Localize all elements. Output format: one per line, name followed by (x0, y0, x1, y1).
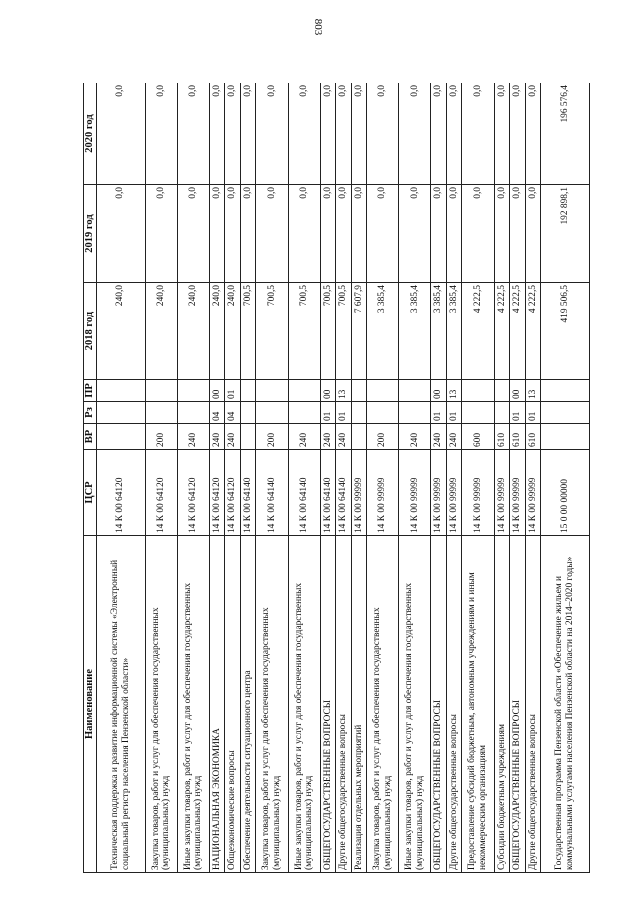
cell-y2020: 0,0 (336, 83, 351, 185)
cell-vr: 200 (145, 424, 177, 450)
header-name: Наименование (84, 536, 97, 873)
cell-vr: 240 (320, 424, 335, 450)
cell-pr (494, 380, 509, 402)
rotated-table-area (83, 83, 590, 873)
cell-csr: 14 К 00 64120 (145, 450, 177, 536)
cell-name: ОБЩЕГОСУДАРСТВЕННЫЕ ВОПРОСЫ (510, 536, 525, 873)
table-row (510, 83, 525, 873)
header-pr: ПР (84, 380, 97, 402)
cell-y2018: 4 222,5 (462, 283, 494, 380)
cell-y2018: 7 607,9 (351, 283, 366, 380)
cell-y2020: 0,0 (351, 83, 366, 185)
cell-y2018: 240,0 (209, 283, 224, 380)
cell-vr: 240 (431, 424, 446, 450)
cell-y2020: 0,0 (446, 83, 461, 185)
cell-pr (541, 380, 590, 402)
cell-name: Закупка товаров, работ и услуг для обеспечения государственных (муниципальных) нужд (145, 536, 177, 873)
cell-vr (96, 424, 145, 450)
cell-vr: 200 (367, 424, 399, 450)
header-2019: 2019 год (84, 185, 97, 283)
cell-rz: 01 (431, 402, 446, 424)
header-2018: 2018 год (84, 283, 97, 380)
cell-name: Закупка товаров, работ и услуг для обеспечения государственных (муниципальных) нужд (367, 536, 399, 873)
cell-pr (351, 380, 366, 402)
cell-y2019: 0,0 (399, 185, 431, 283)
cell-y2020: 0,0 (510, 83, 525, 185)
cell-vr: 610 (494, 424, 509, 450)
cell-csr: 14 К 00 64120 (225, 450, 240, 536)
table-row (462, 83, 494, 873)
cell-y2018: 4 222,5 (510, 283, 525, 380)
table-row (351, 83, 366, 873)
cell-rz (367, 402, 399, 424)
cell-pr (256, 380, 288, 402)
cell-rz: 01 (525, 402, 540, 424)
table-row (494, 83, 509, 873)
cell-pr (240, 380, 255, 402)
cell-y2018: 700,5 (240, 283, 255, 380)
cell-y2019: 0,0 (351, 185, 366, 283)
cell-csr: 14 К 00 99999 (367, 450, 399, 536)
cell-vr: 610 (510, 424, 525, 450)
cell-y2018: 700,5 (256, 283, 288, 380)
cell-rz (288, 402, 320, 424)
cell-y2018: 419 506,5 (541, 283, 590, 380)
cell-rz: 01 (510, 402, 525, 424)
cell-pr (177, 380, 209, 402)
cell-y2019: 0,0 (177, 185, 209, 283)
cell-name: Общеэкономические вопросы (225, 536, 240, 873)
cell-name: Обеспечение деятельности ситуационного центра (240, 536, 255, 873)
page-number: 803 (312, 18, 324, 36)
cell-csr: 14 К 00 99999 (399, 450, 431, 536)
cell-name: Другие общегосударственные вопросы (525, 536, 540, 873)
cell-vr: 240 (399, 424, 431, 450)
cell-vr (240, 424, 255, 450)
cell-y2019: 0,0 (209, 185, 224, 283)
header-csr: ЦСР (84, 450, 97, 536)
cell-pr: 13 (446, 380, 461, 402)
cell-name: Другие общегосударственные вопросы (336, 536, 351, 873)
cell-y2018: 240,0 (96, 283, 145, 380)
cell-name: Иные закупки товаров, работ и услуг для обеспечения государственных (муниципальных) нужд (399, 536, 431, 873)
cell-rz: 04 (225, 402, 240, 424)
cell-vr: 240 (336, 424, 351, 450)
cell-rz (96, 402, 145, 424)
cell-csr: 14 К 00 99999 (510, 450, 525, 536)
table-row (240, 83, 255, 873)
cell-rz: 01 (336, 402, 351, 424)
header-2020: 2020 год (84, 83, 97, 185)
cell-y2019: 0,0 (256, 185, 288, 283)
cell-csr: 14 К 00 99999 (462, 450, 494, 536)
cell-name: Предоставление субсидий бюджетным, автономным учреждениям и иным некоммерческим организациям (462, 536, 494, 873)
cell-y2019: 0,0 (336, 185, 351, 283)
cell-rz (240, 402, 255, 424)
cell-y2020: 0,0 (525, 83, 540, 185)
cell-y2018: 4 222,5 (494, 283, 509, 380)
cell-y2019: 0,0 (494, 185, 509, 283)
cell-csr: 14 К 00 64140 (240, 450, 255, 536)
cell-y2019: 0,0 (510, 185, 525, 283)
cell-rz (177, 402, 209, 424)
cell-pr: 00 (510, 380, 525, 402)
cell-csr: 14 К 00 64140 (336, 450, 351, 536)
cell-name: Техническая поддержка и развитие информационной системы «Электронный социальный регистр населения Пензенской области» (96, 536, 145, 873)
cell-pr (399, 380, 431, 402)
cell-name: ОБЩЕГОСУДАРСТВЕННЫЕ ВОПРОСЫ (320, 536, 335, 873)
cell-y2019: 0,0 (462, 185, 494, 283)
cell-y2019: 0,0 (225, 185, 240, 283)
cell-rz (462, 402, 494, 424)
cell-y2019: 0,0 (96, 185, 145, 283)
cell-name: Государственная программа Пензенской области «Обеспечение жильем и коммунальными услугами населения Пензенской области на 2014–2020 годы» (541, 536, 590, 873)
table-row (541, 83, 590, 873)
cell-y2019: 0,0 (320, 185, 335, 283)
cell-y2020: 0,0 (145, 83, 177, 185)
cell-csr: 14 К 00 64120 (96, 450, 145, 536)
cell-pr (462, 380, 494, 402)
budget-table (83, 83, 590, 873)
cell-rz (399, 402, 431, 424)
cell-y2019: 0,0 (145, 185, 177, 283)
cell-pr (145, 380, 177, 402)
cell-rz (145, 402, 177, 424)
table-row (145, 83, 177, 873)
table-row (367, 83, 399, 873)
cell-y2019: 0,0 (367, 185, 399, 283)
cell-vr: 610 (525, 424, 540, 450)
cell-csr: 15 0 00 00000 (541, 450, 590, 536)
cell-pr: 00 (320, 380, 335, 402)
cell-y2019: 0,0 (431, 185, 446, 283)
table-row (446, 83, 461, 873)
cell-csr: 14 К 00 99999 (446, 450, 461, 536)
rotated-table-container (83, 83, 590, 873)
cell-y2018: 240,0 (225, 283, 240, 380)
cell-name: Другие общегосударственные вопросы (446, 536, 461, 873)
cell-name: ОБЩЕГОСУДАРСТВЕННЫЕ ВОПРОСЫ (431, 536, 446, 873)
cell-vr: 240 (446, 424, 461, 450)
cell-rz (541, 402, 590, 424)
cell-name: Субсидии бюджетным учреждениям (494, 536, 509, 873)
cell-y2020: 0,0 (256, 83, 288, 185)
cell-y2018: 3 385,4 (367, 283, 399, 380)
cell-y2020: 0,0 (209, 83, 224, 185)
table-row (525, 83, 540, 873)
cell-y2019: 192 898,1 (541, 185, 590, 283)
cell-vr (351, 424, 366, 450)
cell-y2018: 3 385,4 (399, 283, 431, 380)
cell-y2020: 196 576,4 (541, 83, 590, 185)
cell-csr: 14 К 00 64140 (256, 450, 288, 536)
cell-name: НАЦИОНАЛЬНАЯ ЭКОНОМИКА (209, 536, 224, 873)
cell-y2018: 700,5 (336, 283, 351, 380)
cell-y2020: 0,0 (399, 83, 431, 185)
cell-rz: 01 (320, 402, 335, 424)
table-row (256, 83, 288, 873)
cell-y2018: 240,0 (177, 283, 209, 380)
cell-vr: 240 (225, 424, 240, 450)
cell-pr (96, 380, 145, 402)
table-row (320, 83, 335, 873)
cell-pr: 00 (209, 380, 224, 402)
header-vr: ВР (84, 424, 97, 450)
cell-rz: 04 (209, 402, 224, 424)
cell-y2020: 0,0 (320, 83, 335, 185)
cell-vr: 240 (209, 424, 224, 450)
cell-y2018: 700,5 (288, 283, 320, 380)
cell-y2020: 0,0 (462, 83, 494, 185)
cell-csr: 14 К 00 99999 (525, 450, 540, 536)
cell-name: Иные закупки товаров, работ и услуг для обеспечения государственных (муниципальных) нужд (288, 536, 320, 873)
cell-y2018: 4 222,5 (525, 283, 540, 380)
cell-y2019: 0,0 (446, 185, 461, 283)
cell-csr: 14 К 00 64120 (209, 450, 224, 536)
cell-csr: 14 К 00 99999 (494, 450, 509, 536)
cell-vr: 200 (256, 424, 288, 450)
cell-y2019: 0,0 (288, 185, 320, 283)
cell-csr: 14 К 00 99999 (351, 450, 366, 536)
cell-csr: 14 К 00 64120 (177, 450, 209, 536)
table-row (399, 83, 431, 873)
cell-name: Иные закупки товаров, работ и услуг для обеспечения государственных (муниципальных) нужд (177, 536, 209, 873)
table-header-row (84, 83, 97, 873)
cell-y2019: 0,0 (525, 185, 540, 283)
table-row (431, 83, 446, 873)
cell-y2018: 700,5 (320, 283, 335, 380)
cell-y2018: 3 385,4 (446, 283, 461, 380)
cell-y2018: 240,0 (145, 283, 177, 380)
cell-pr (367, 380, 399, 402)
cell-vr: 600 (462, 424, 494, 450)
cell-rz: 01 (446, 402, 461, 424)
table-row (209, 83, 224, 873)
cell-y2020: 0,0 (96, 83, 145, 185)
cell-name: Закупка товаров, работ и услуг для обеспечения государственных (муниципальных) нужд (256, 536, 288, 873)
cell-y2020: 0,0 (240, 83, 255, 185)
cell-y2020: 0,0 (177, 83, 209, 185)
cell-y2020: 0,0 (225, 83, 240, 185)
cell-vr: 240 (177, 424, 209, 450)
cell-pr: 01 (225, 380, 240, 402)
cell-rz (256, 402, 288, 424)
table-row (336, 83, 351, 873)
cell-pr: 13 (336, 380, 351, 402)
cell-rz (494, 402, 509, 424)
cell-vr (541, 424, 590, 450)
cell-csr: 14 К 00 99999 (431, 450, 446, 536)
cell-y2019: 0,0 (240, 185, 255, 283)
cell-csr: 14 К 00 64140 (288, 450, 320, 536)
cell-csr: 14 К 00 64140 (320, 450, 335, 536)
table-row (177, 83, 209, 873)
cell-y2020: 0,0 (367, 83, 399, 185)
cell-y2020: 0,0 (288, 83, 320, 185)
table-row (288, 83, 320, 873)
cell-y2018: 3 385,4 (431, 283, 446, 380)
cell-y2020: 0,0 (494, 83, 509, 185)
cell-pr: 13 (525, 380, 540, 402)
cell-pr (288, 380, 320, 402)
table-row (96, 83, 145, 873)
cell-rz (351, 402, 366, 424)
header-rz: Рз (84, 402, 97, 424)
table-body (96, 83, 589, 873)
cell-vr: 240 (288, 424, 320, 450)
cell-pr: 00 (431, 380, 446, 402)
cell-name: Реализация отдельных мероприятий (351, 536, 366, 873)
table-row (225, 83, 240, 873)
cell-y2020: 0,0 (431, 83, 446, 185)
